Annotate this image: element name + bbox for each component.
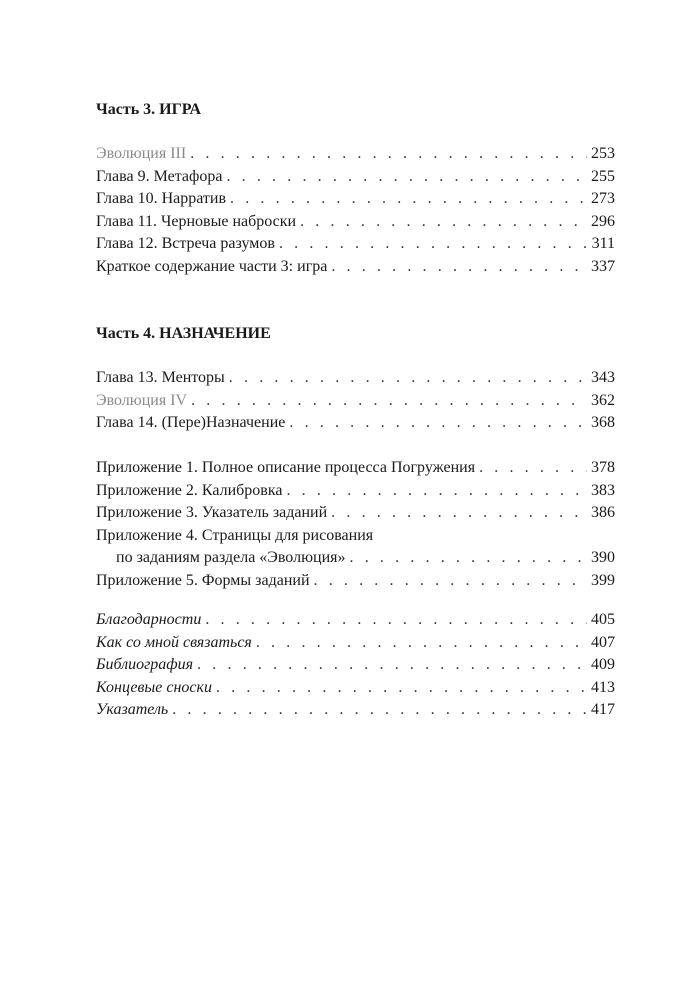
toc-entry-title: Концевые сноски <box>96 678 212 696</box>
toc-entry-title: Глава 13. Менторы <box>96 369 225 386</box>
dot-leader <box>289 412 587 435</box>
toc-entry[interactable] <box>96 166 615 189</box>
appendices-list <box>96 457 615 593</box>
toc-entry-page: 273 <box>591 190 615 208</box>
toc-entry[interactable] <box>96 677 615 700</box>
toc-entry-page: 409 <box>591 656 615 674</box>
toc-entry[interactable] <box>96 525 615 548</box>
toc-entry-title: Приложение 5. Формы заданий <box>96 571 310 589</box>
dot-leader <box>197 654 587 677</box>
dot-leader <box>216 677 587 700</box>
toc-entry[interactable] <box>96 367 615 390</box>
dot-leader <box>226 166 587 189</box>
part-3-heading: Часть 3. ИГРА <box>96 101 202 118</box>
part-4-list <box>96 367 615 435</box>
toc-entry-title: Глава 12. Встреча разумов <box>96 235 275 253</box>
dot-leader <box>331 502 587 525</box>
toc-entry[interactable] <box>96 609 615 632</box>
toc-entry-page: 362 <box>591 391 615 409</box>
toc-entry-title: Глава 9. Метафора <box>96 167 223 185</box>
toc-entry-title: Приложение 2. Калибровка <box>96 481 283 499</box>
dot-leader <box>229 367 587 390</box>
backmatter-list <box>96 609 615 722</box>
toc-entry-title: Указатель <box>96 701 169 719</box>
toc-entry-page: 343 <box>591 369 615 386</box>
toc-entry-page: 390 <box>591 549 615 567</box>
dot-leader <box>314 570 588 593</box>
toc-entry[interactable] <box>96 412 615 435</box>
toc-entry-page: 417 <box>591 701 615 719</box>
toc-entry-title: Как со мной связаться <box>96 633 252 651</box>
toc-entry[interactable] <box>96 502 615 525</box>
dot-leader <box>205 609 587 632</box>
toc-entry[interactable] <box>96 188 615 211</box>
toc-entry-page: 368 <box>591 414 615 432</box>
toc-entry-page: 383 <box>591 481 615 499</box>
toc-entry-title: Глава 11. Черновые наброски <box>96 212 297 230</box>
toc-entry[interactable] <box>96 654 615 677</box>
toc-entry-page: 253 <box>591 145 615 162</box>
toc-entry-page: 407 <box>591 633 615 651</box>
toc-entry-page: 255 <box>591 167 615 185</box>
part-4-heading: Часть 4. НАЗНАЧЕНИЕ <box>96 325 271 342</box>
toc-entry-title: Приложение 1. Полное описание процесса Погружения <box>96 459 476 476</box>
dot-leader <box>350 547 587 570</box>
toc-entry-continuation[interactable] <box>96 547 615 570</box>
toc-entry-title: Глава 10. Нарратив <box>96 190 227 208</box>
toc-entry-page: 378 <box>591 459 615 476</box>
toc-entry-page: 311 <box>591 235 615 253</box>
toc-entry[interactable] <box>96 480 615 503</box>
toc-entry-page: 405 <box>591 611 615 628</box>
toc-entry-page: 399 <box>591 571 615 589</box>
dot-leader <box>286 480 587 503</box>
toc-entry-title: Глава 14. (Пере)Назначение <box>96 414 286 432</box>
toc-entry-title: Эволюция IV <box>96 391 188 409</box>
toc-entry[interactable] <box>96 699 615 722</box>
toc-entry-title: Эволюция III <box>96 145 187 162</box>
part-3-list <box>96 143 615 279</box>
toc-entry-title: Благодарности <box>96 611 202 628</box>
toc-entry-title: по заданиям раздела «Эволюция» <box>116 549 346 567</box>
toc-entry[interactable] <box>96 632 615 655</box>
dot-leader <box>256 632 587 655</box>
toc-entry-page: 413 <box>591 678 615 696</box>
toc-entry-title: Приложение 4. Страницы для рисования <box>96 526 374 544</box>
toc-entry-title: Приложение 3. Указатель заданий <box>96 504 328 522</box>
dot-leader <box>230 188 587 211</box>
toc-entry-page: 296 <box>591 212 615 230</box>
dot-leader <box>331 256 587 279</box>
toc-entry-title: Библиография <box>96 656 194 674</box>
dot-leader <box>279 233 588 256</box>
toc-entry[interactable] <box>96 390 615 413</box>
toc-entry[interactable] <box>96 211 615 234</box>
dot-leader <box>172 699 587 722</box>
toc-entry[interactable] <box>96 570 615 593</box>
toc-entry-page: 337 <box>591 257 615 275</box>
toc-entry[interactable] <box>96 457 615 480</box>
dot-leader <box>190 143 587 166</box>
dot-leader <box>191 390 587 413</box>
toc-entry[interactable] <box>96 256 615 279</box>
dot-leader <box>479 457 587 480</box>
toc-entry-page: 386 <box>591 504 615 522</box>
dot-leader <box>300 211 587 234</box>
toc-entry-title: Краткое содержание части 3: игра <box>96 257 328 275</box>
toc-entry[interactable] <box>96 233 615 256</box>
toc-entry[interactable] <box>96 143 615 166</box>
